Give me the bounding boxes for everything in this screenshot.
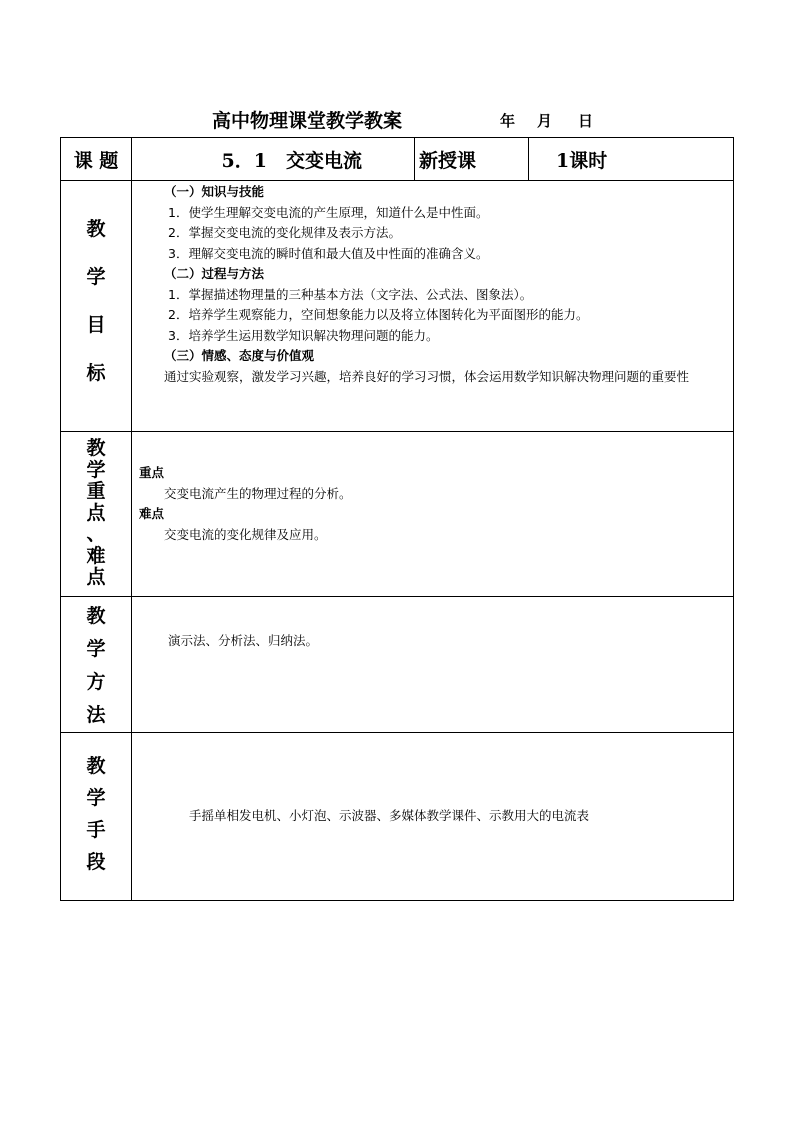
means-row [61,733,734,901]
objectives-content [132,181,734,432]
emotion-values-heading: （三）情感、态度与价值观 [164,348,315,363]
knowledge-skills-heading: （一）知识与技能 [164,184,265,199]
key-point-text: 交变电流产生的物理过程的分析。 [164,485,352,501]
key-points-label-char: 学 [86,458,106,481]
difficult-point-text: 交变电流的变化规律及应用。 [164,526,327,542]
objectives-label-char: 学 [86,266,106,288]
objective-item: 2．掌握交变电流的变化规律及表示方法。 [168,225,401,240]
methods-label-char: 学 [86,638,106,660]
objectives-row [61,181,734,432]
key-points-label-char: 重 [86,480,106,502]
objectives-label-char: 目 [86,314,106,336]
means-content [132,733,734,901]
means-label-char: 段 [86,851,106,873]
methods-label-char: 教 [86,605,106,627]
means-label-char: 手 [86,819,106,841]
objective-item: 3．理解交变电流的瞬时值和最大值及中性面的准确含义。 [168,245,489,261]
key-points-label-char: 、 [86,523,106,545]
day-label: 日 [578,112,594,130]
topic-title: 5．1 交变电流 [132,138,415,181]
month-label: 月 [537,112,553,130]
methods-label [61,597,132,733]
means-text: 手摇单相发电机、小灯泡、示波器、多媒体教学课件、示教用大的电流表 [189,808,590,823]
key-points-content [132,432,734,597]
difficult-point-heading: 难点 [139,506,165,521]
means-label-char: 教 [86,755,106,777]
lesson-type: 新授课 [415,138,529,181]
key-points-label-char: 难 [86,544,106,567]
page-title: 高中物理课堂教学教案 [212,110,403,132]
objectives-label-char: 教 [86,218,106,240]
methods-row [61,597,734,733]
key-points-row [61,432,734,597]
key-points-label-char: 点 [86,566,106,588]
lesson-plan-table [60,137,734,901]
methods-label-char: 法 [86,704,106,726]
objectives-label-char: 标 [86,362,106,384]
key-point-heading: 重点 [139,465,165,480]
objectives-label [61,181,132,432]
lesson-periods: 1课时 [529,138,734,181]
means-label [61,733,132,901]
topic-label: 课 题 [61,138,132,181]
topic-row [61,138,734,181]
process-methods-heading: （二）过程与方法 [164,266,265,281]
methods-content [132,597,734,733]
means-label-char: 学 [86,787,106,809]
methods-label-char: 方 [86,671,106,693]
key-points-label [61,432,132,597]
key-points-label-char: 点 [86,501,106,524]
year-label: 年 [500,112,516,130]
emotion-values-text: 通过实验观察，激发学习兴趣，培养良好的学习习惯，体会运用数学知识解决物理问题的重要性 [164,368,690,384]
objective-item: 2．培养学生观察能力，空间想象能力以及将立体图转化为平面图形的能力。 [168,307,589,322]
objective-item: 1．使学生理解交变电流的产生原理，知道什么是中性面。 [168,204,489,220]
objective-item: 1．掌握描述物理量的三种基本方法（文字法、公式法、图象法）。 [168,286,533,302]
objective-item: 3．培养学生运用数学知识解决物理问题的能力。 [168,327,439,343]
methods-text: 演示法、分析法、归纳法。 [168,633,319,648]
key-points-label-char: 教 [86,437,106,459]
